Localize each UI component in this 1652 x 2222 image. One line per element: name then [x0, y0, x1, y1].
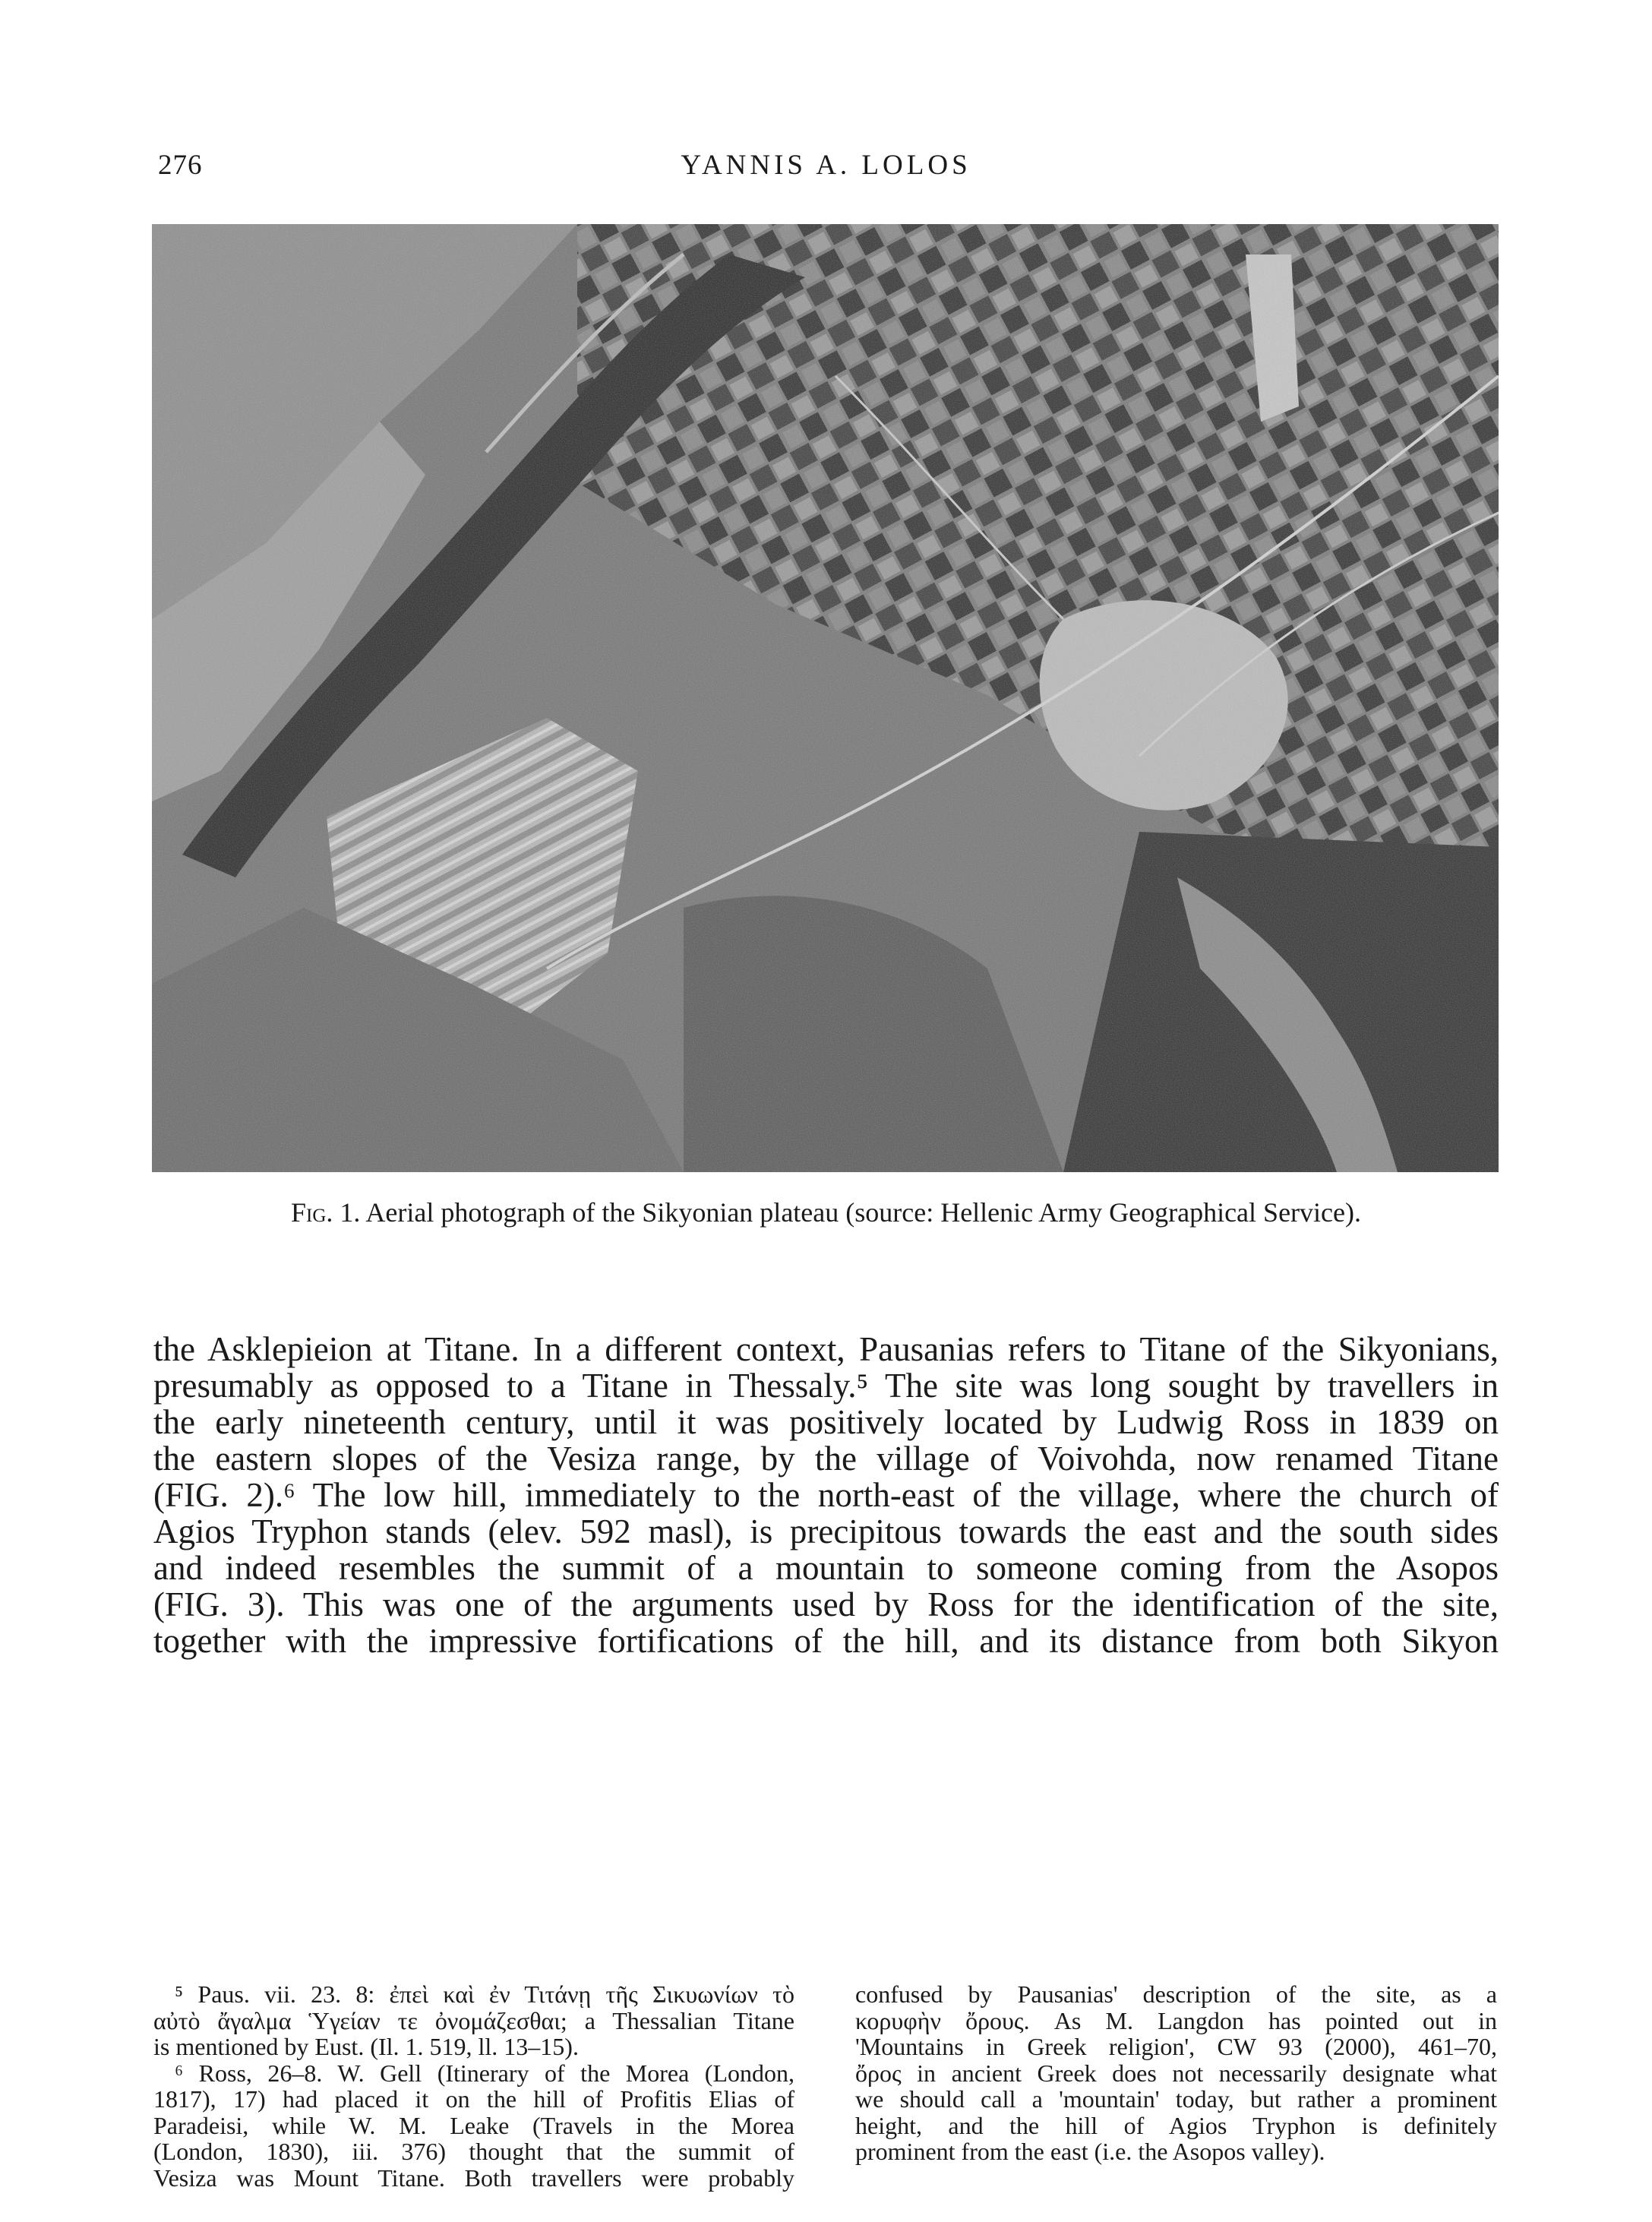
footnote-5-line: ⁵ Paus. vii. 23. 8: ἐπεὶ καὶ ἐν Τιτάνῃ τῆς Σικυωνίων τὸ: [175, 1980, 794, 2008]
aerial-photograph: [152, 224, 1499, 1172]
caption-text: Aerial photograph of the Sikyonian plateau (source: Hellenic Army Geographical Service).: [365, 1197, 1361, 1228]
footnote-6-line: height, and the hill of Agios Tryphon is definitely: [855, 2111, 1497, 2139]
footnotes-right-column: [855, 1981, 1497, 2165]
body-line: the Asklepieion at Titane. In a different context, Pausanias refers to Titane of the Sikyonians,: [153, 1330, 1499, 1368]
footnote-6-line: κορυφὴν ὄρους. As M. Langdon has pointed out in: [855, 2006, 1497, 2034]
figure-caption: [0, 1196, 1652, 1228]
footnotes-left-column: [153, 1981, 794, 2191]
body-line: Agios Tryphon stands (elev. 592 masl), is precipitous towards the east and the south sides: [153, 1512, 1499, 1550]
caption-label: Fig. 1.: [291, 1197, 361, 1228]
body-line: (FIG. 3). This was one of the arguments used by Ross for the identification of the site,: [153, 1585, 1499, 1623]
body-line: (FIG. 2).⁶ The low hill, immediately to the north-east of the village, where the church of: [153, 1476, 1499, 1514]
running-head: YANNIS A. LOLOS: [681, 150, 971, 181]
footnote-6-line: 'Mountains in Greek religion', CW 93 (2000), 461–70,: [855, 2033, 1497, 2060]
footnote-6-line: Paradeisi, while W. M. Leake (Travels in the Morea: [153, 2111, 794, 2139]
body-line: the eastern slopes of the Vesiza range, by the village of Voivohda, now renamed Titane: [153, 1440, 1499, 1478]
footnote-6-line: ὄρος in ancient Greek does not necessarily designate what: [855, 2059, 1497, 2087]
footnote-5-line: is mentioned by Eust. (Il. 1. 519, ll. 13–15).: [153, 2033, 579, 2060]
footnote-6-line: Vesiza was Mount Titane. Both travellers were probably: [153, 2164, 794, 2192]
body-paragraph: [153, 1331, 1499, 1659]
footnote-6-line: 1817), 17) had placed it on the hill of Profitis Elias of: [153, 2085, 794, 2113]
footnote-6-line: we should call a 'mountain' today, but rather a prominent: [855, 2085, 1497, 2113]
footnote-6-line: (London, 1830), iii. 376) thought that the summit of: [153, 2138, 794, 2165]
page-number: 276: [158, 150, 203, 181]
footnote-6-line: ⁶ Ross, 26–8. W. Gell (Itinerary of the Morea (London,: [175, 2059, 794, 2087]
body-line: presumably as opposed to a Titane in Thessaly.⁵ The site was long sought by travellers in: [153, 1367, 1499, 1405]
footnote-6-line: prominent from the east (i.e. the Asopos valley).: [855, 2138, 1325, 2165]
footnote-6-line: confused by Pausanias' description of the site, as a: [855, 1980, 1497, 2008]
footnote-5-line: αὐτὸ ἄγαλμα Ὑγείαν τε ὀνομάζεσθαι; a Thessalian Titane: [153, 2006, 794, 2034]
body-line: and indeed resembles the summit of a mountain to someone coming from the Asopos: [153, 1549, 1499, 1587]
body-line: together with the impressive fortifications of the hill, and its distance from both Sikyon: [153, 1622, 1499, 1660]
body-line: the early nineteenth century, until it was positively located by Ludwig Ross in 1839 on: [153, 1403, 1499, 1441]
